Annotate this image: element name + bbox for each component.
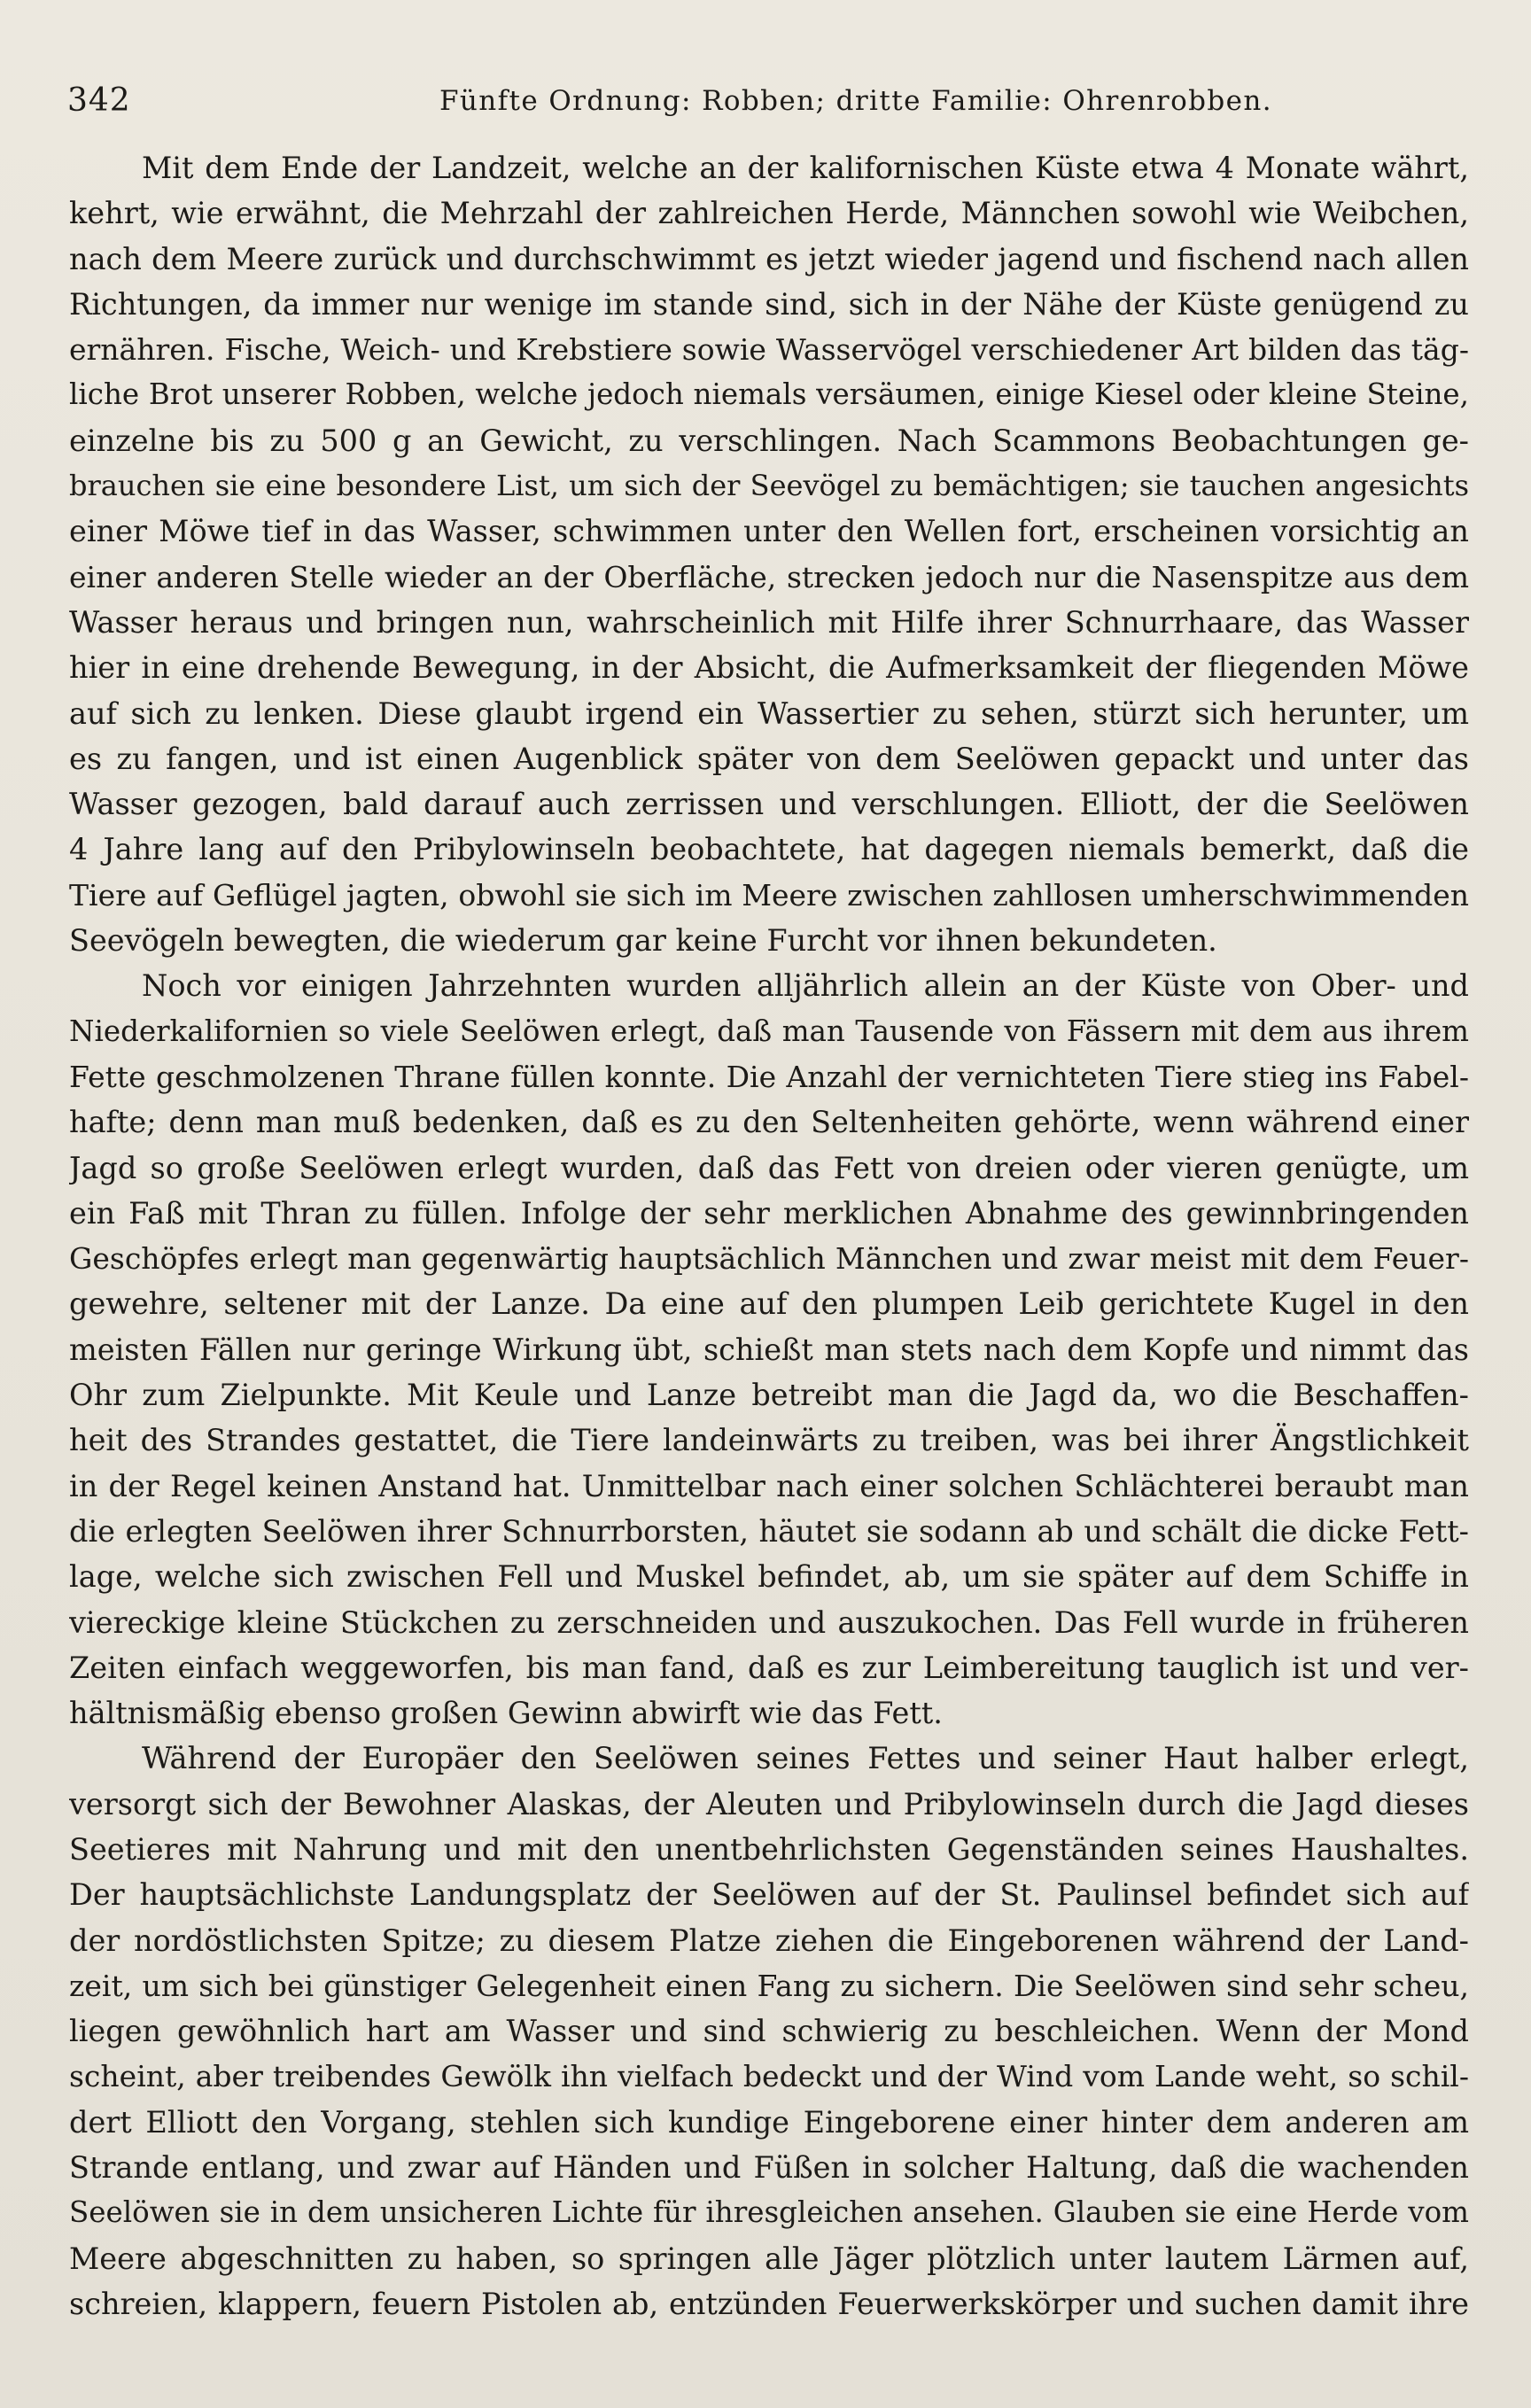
text-line: Noch vor einigen Jahrzehnten wurden alljährlich allein an der Küste von Ober- und [142,968,1469,1004]
text-line: Meere abgeschnitten zu haben, so springen alle Jäger plötzlich unter lautem Lärmen auf, [69,2241,1469,2276]
text-line: kehrt, wie erwähnt, die Mehrzahl der zahlreichen Herde, Männchen sowohl wie Weibchen, [69,196,1469,231]
text-line: es zu fangen, und ist einen Augenblick später von dem Seelöwen gepackt und unter das [69,741,1469,776]
text-line: hafte; denn man muß bedenken, daß es zu den Seltenheiten gehörte, wenn während einer [69,1105,1469,1140]
text-line: viereckige kleine Stückchen zu zerschneiden und auszukochen. Das Fell wurde in früheren [69,1604,1469,1640]
text-line: Geschöpfes erlegt man gegenwärtig hauptsächlich Männchen und zwar meist mit dem Feuer- [69,1241,1469,1277]
text-line: Ohr zum Zielpunkte. Mit Keule und Lanze betreibt man die Jagd da, wo die Beschaffen- [69,1378,1469,1413]
text-line: ernähren. Fische, Weich- und Krebstiere sowie Wasservögel verschiedener Art bilden das täg- [69,332,1469,368]
text-line: die erlegten Seelöwen ihrer Schnurrborsten, häutet sie sodann ab und schält die dicke Fett- [69,1513,1469,1549]
text-line: scheint, aber treibendes Gewölk ihn vielfach bedeckt und der Wind vom Lande weht, so schil- [69,2059,1469,2094]
text-line: liche Brot unserer Robben, welche jedoch niemals versäumen, einige Kiesel oder kleine Steine, [69,377,1469,412]
text-line: Wasser heraus und bringen nun, wahrscheinlich mit Hilfe ihrer Schnurrhaare, das Wasser [69,604,1469,640]
text-line: Der hauptsächlichste Landungsplatz der Seelöwen auf der St. Paulinsel befindet sich auf [69,1877,1469,1913]
text-line: Während der Europäer den Seelöwen seines Fettes und seiner Haut halber erlegt, [142,1741,1469,1776]
text-line: heit des Strandes gestattet, die Tiere landeinwärts zu treiben, was bei ihrer Ängstlichkeit [69,1423,1469,1458]
text-line: lage, welche sich zwischen Fell und Muskel befindet, ab, um sie später auf dem Schiffe in [69,1559,1469,1595]
page-header [67,74,1469,128]
text-line: einer Möwe tief in das Wasser, schwimmen unter den Wellen fort, erscheinen vorsichtig an [69,514,1469,549]
text-line: Mit dem Ende der Landzeit, welche an der kalifornischen Küste etwa 4 Monate währt, [142,151,1469,185]
text-line: Niederkalifornien so viele Seelöwen erlegt, daß man Tausende von Fässern mit dem aus ihrem [69,1014,1469,1048]
text-line: liegen gewöhnlich hart am Wasser und sind schwierig zu beschleichen. Wenn der Mond [69,2014,1469,2049]
text-line: Tiere auf Geflügel jagten, obwohl sie sich im Meere zwischen zahllosen umherschwimmenden [69,877,1469,913]
text-line: nach dem Meere zurück und durchschwimmt es jetzt wieder jagend und fischend nach allen [69,241,1469,276]
text-line: 4 Jahre lang auf den Pribylowinseln beobachtete, hat dagegen niemals bemerkt, daß die [69,832,1469,867]
text-line: Strande entlang, und zwar auf Händen und Füßen in solcher Haltung, daß die wachenden [69,2150,1469,2186]
text-line: Richtungen, da immer nur wenige im stande sind, sich in der Nähe der Küste genügend zu [69,286,1469,322]
text-line: dert Elliott den Vorgang, stehlen sich kundige Eingeborene einer hinter dem anderen am [69,2104,1469,2140]
text-line: auf sich zu lenken. Diese glaubt irgend ein Wassertier zu sehen, stürzt sich herunter, um [69,695,1469,731]
text-line: hier in eine drehende Bewegung, in der Absicht, die Aufmerksamkeit der fliegenden Möwe [69,650,1469,686]
text-line: Seevögeln bewegten, die wiederum gar keine Furcht vor ihnen bekundeten. [69,923,1217,959]
running-head: Fünfte Ordnung: Robben; dritte Familie: Ohrenrobben. [439,85,1272,117]
text-line: brauchen sie eine besondere List, um sich der Seevögel zu bemächtigen; sie tauchen angesichts [69,469,1469,503]
text-line: in der Regel keinen Anstand hat. Unmittelbar nach einer solchen Schlächterei beraubt man [69,1468,1469,1503]
text-line: ein Faß mit Thran zu füllen. Infolge der sehr merklichen Abnahme des gewinnbringenden [69,1195,1469,1231]
text-line: meisten Fällen nur geringe Wirkung übt, schießt man stets nach dem Kopfe und nimmt das [69,1332,1469,1367]
text-line: zeit, um sich bei günstiger Gelegenheit einen Fang zu sichern. Die Seelöwen sind sehr scheu, [69,1968,1469,2003]
text-line: Seelöwen sie in dem unsicheren Lichte für ihresgleichen ansehen. Glauben sie eine Herde vom [69,2195,1469,2230]
text-line: Jagd so große Seelöwen erlegt wurden, daß das Fett von dreien oder vieren genügte, um [69,1150,1469,1185]
text-line: versorgt sich der Bewohner Alaskas, der Aleuten und Pribylowinseln durch die Jagd dieses [69,1786,1469,1822]
body-text [69,145,1469,2326]
text-line: einer anderen Stelle wieder an der Oberfläche, strecken jedoch nur die Nasenspitze aus dem [69,559,1469,594]
text-line: Seetieres mit Nahrung und mit den unentbehrlichsten Gegenständen seines Haushaltes. [69,1831,1469,1867]
text-line: Fette geschmolzenen Thrane füllen konnte. Die Anzahl der vernichteten Tiere stieg ins Fabel- [69,1059,1469,1094]
page-number: 342 [67,82,131,119]
text-line: einzelne bis zu 500 g an Gewicht, zu verschlingen. Nach Scammons Beobachtungen ge- [69,423,1469,458]
text-line: Zeiten einfach weggeworfen, bis man fand, daß es zur Leimbereitung tauglich ist und ver- [69,1650,1469,1685]
text-line: der nordöstlichsten Spitze; zu diesem Platze ziehen die Eingeborenen während der Land- [69,1923,1469,1958]
text-line: gewehre, seltener mit der Lanze. Da eine auf den plumpen Leib gerichtete Kugel in den [69,1286,1469,1322]
text-line: hältnismäßig ebenso großen Gewinn abwirft wie das Fett. [69,1696,943,1731]
text-line: Wasser gezogen, bald darauf auch zerrissen und verschlungen. Elliott, der die Seelöwen [69,787,1469,822]
text-line: schreien, klappern, feuern Pistolen ab, entzünden Feuerwerkskörper und suchen damit ihre [69,2286,1469,2321]
